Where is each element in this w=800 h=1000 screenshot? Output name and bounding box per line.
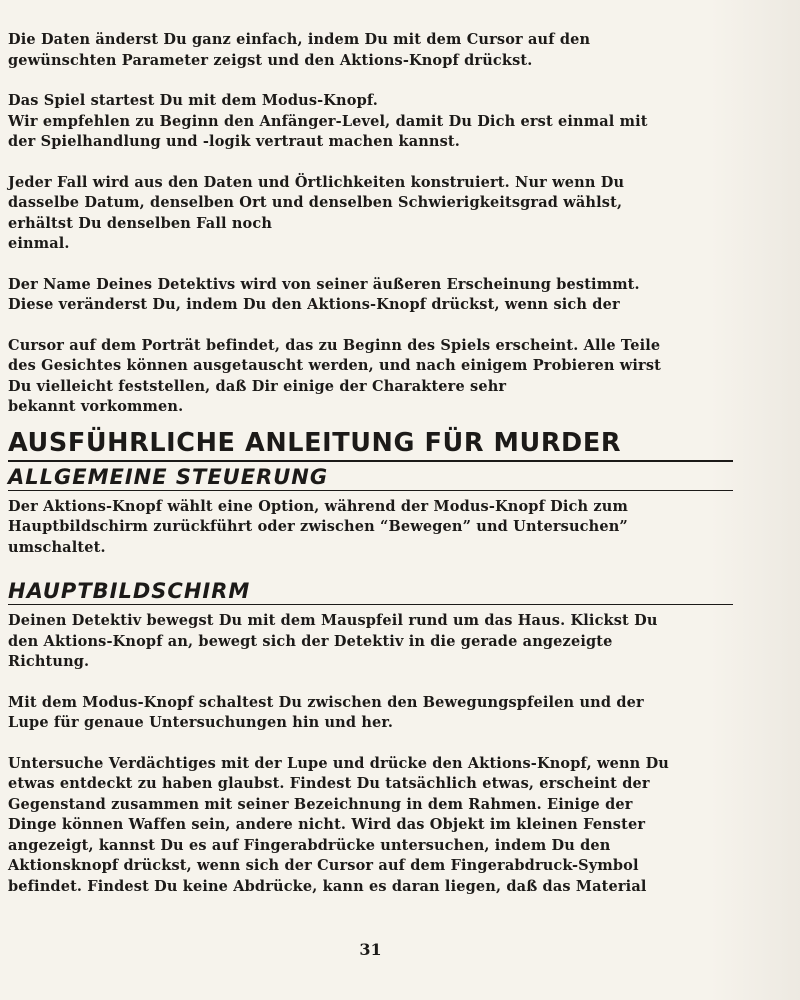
text-line: Lupe für genaue Untersuchungen hin und her. <box>8 714 394 731</box>
text-line: Deinen Detektiv bewegst Du mit dem Mauspfeil rund um das Haus. Klickst Du <box>8 612 658 629</box>
text-line: befindet. Findest Du keine Abdrücke, kann es daran liegen, daß das Material <box>8 877 647 895</box>
text-line: einmal. <box>8 235 70 252</box>
intro-paragraph-5 <box>8 336 733 418</box>
text-line: Untersuche Verdächtiges mit der Lupe und drücke den Aktions-Knopf, wenn Du <box>8 754 669 772</box>
text-line: Das Spiel startest Du mit dem Modus-Knopf. <box>8 92 378 109</box>
text-line: Wir empfehlen zu Beginn den Anfänger-Level, damit Du Dich erst einmal mit <box>8 112 648 130</box>
text-line: bekannt vorkommen. <box>8 398 184 415</box>
page-number: 31 <box>359 940 382 959</box>
text-line: der Spielhandlung und -logik vertraut machen kannst. <box>8 133 460 150</box>
text-line: Hauptbildschirm zurückführt oder zwischen “Bewegen” und Untersuchen” <box>8 518 628 535</box>
text-line: Cursor auf dem Porträt befindet, das zu Beginn des Spiels erscheint. Alle Teile <box>8 336 661 354</box>
text-line: Gegenstand zusammen mit seiner Bezeichnung in dem Rahmen. Einige der <box>8 795 633 813</box>
text-line: Dinge können Waffen sein, andere nicht. Wird das Objekt im kleinen Fenster <box>8 816 646 833</box>
section-heading-main-screen: HAUPTBILDSCHIRM <box>8 578 733 605</box>
text-line: Du vielleicht feststellen, daß Dir einige der Charaktere sehr <box>8 377 507 395</box>
main-screen-paragraph-2 <box>8 693 733 734</box>
text-line: den Aktions-Knopf an, bewegt sich der Detektiv in die gerade angezeigte <box>8 632 613 650</box>
text-line: Diese veränderst Du, indem Du den Aktions-Knopf drückst, wenn sich der <box>8 296 620 313</box>
intro-paragraph-2 <box>8 91 733 153</box>
text-line: des Gesichtes können ausgetauscht werden, und nach einigem Probieren wirst <box>8 357 662 374</box>
text-line: etwas entdeckt zu haben glaubst. Findest Du tatsächlich etwas, erscheint der <box>8 775 650 792</box>
section-heading-general-controls: ALLGEMEINE STEUERUNG <box>8 464 733 491</box>
main-screen-paragraph-1 <box>8 611 733 673</box>
main-heading: AUSFÜHRLICHE ANLEITUNG FÜR MURDER <box>8 428 733 462</box>
text-line: Richtung. <box>8 653 90 670</box>
intro-paragraph-1 <box>8 30 733 71</box>
main-screen-paragraph-3 <box>8 754 733 898</box>
text-line: erhältst Du denselben Fall noch <box>8 214 273 232</box>
text-line: angezeigt, kannst Du es auf Fingerabdrücke untersuchen, indem Du den <box>8 836 611 854</box>
text-line: gewünschten Parameter zeigst und den Aktions-Knopf drückst. <box>8 51 533 69</box>
text-line: Der Aktions-Knopf wählt eine Option, während der Modus-Knopf Dich zum <box>8 497 628 515</box>
general-controls-paragraph <box>8 497 733 559</box>
text-line: Die Daten änderst Du ganz einfach, indem Du mit dem Cursor auf den <box>8 31 591 48</box>
intro-paragraph-3 <box>8 173 733 255</box>
text-line: Mit dem Modus-Knopf schaltest Du zwischen den Bewegungspfeilen und der <box>8 693 644 711</box>
intro-paragraph-4 <box>8 275 733 316</box>
text-line: Jeder Fall wird aus den Daten und Örtlichkeiten konstruiert. Nur wenn Du <box>8 173 625 191</box>
page-content <box>8 30 733 959</box>
text-line: dasselbe Datum, denselben Ort und denselben Schwierigkeitsgrad wählst, <box>8 194 623 211</box>
text-line: Der Name Deines Detektivs wird von seiner äußeren Erscheinung bestimmt. <box>8 275 640 293</box>
text-line: umschaltet. <box>8 538 106 556</box>
text-line: Aktionsknopf drückst, wenn sich der Cursor auf dem Fingerabdruck-Symbol <box>8 857 639 874</box>
